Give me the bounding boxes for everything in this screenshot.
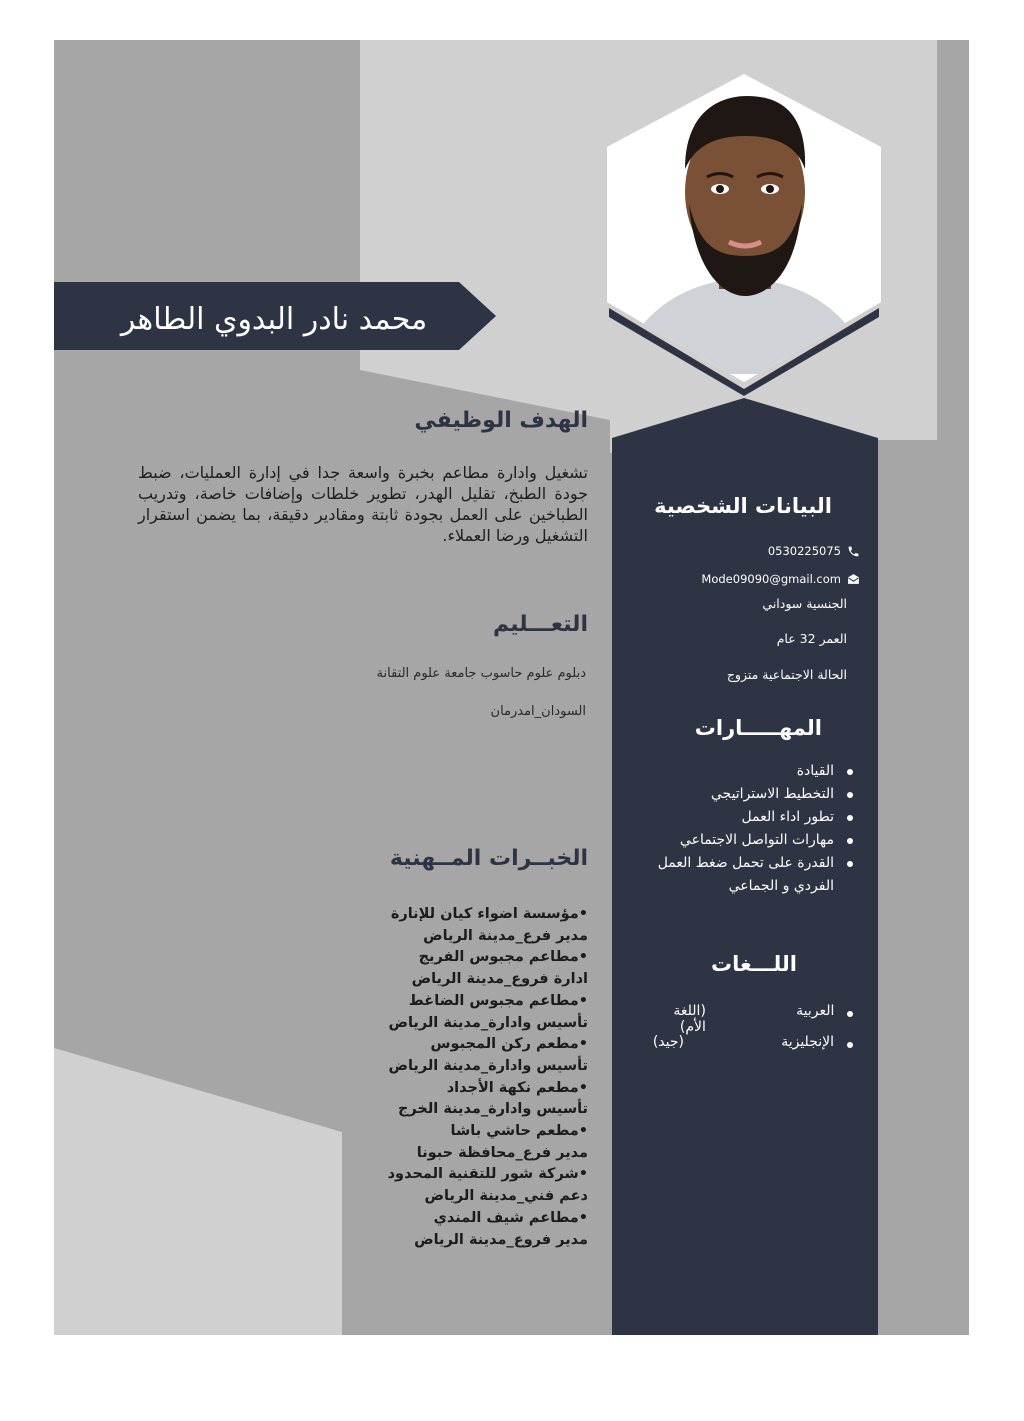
phone-row [640, 544, 860, 558]
experience-item: تأسيس وادارة_مدينة الرياض [388, 1014, 588, 1031]
age: العمر 32 عام [776, 631, 847, 646]
phone-icon [847, 545, 860, 558]
marital-status: الحالة الاجتماعية متزوج [726, 667, 847, 682]
skill-item: القدرة على تحمل ضغط العمل الفردي و الجماعي [634, 852, 856, 898]
bullet-icon [834, 1034, 856, 1050]
experience-item: •مطعم نكهة الأجداد [446, 1079, 588, 1096]
language-level: (اللغة الأم) [673, 1003, 706, 1035]
language-row-arabic [644, 1003, 856, 1035]
skill-item: مهارات التواصل الاجتماعي [634, 829, 856, 852]
resume-page [54, 40, 969, 1335]
experience-item: مدير فرع_محافظة حبونا [416, 1144, 588, 1161]
objective-title: الهدف الوظيفي [414, 408, 588, 433]
profile-photo [607, 74, 881, 382]
experience-item: دعم فني_مدينة الرياض [424, 1188, 588, 1205]
phone-number: 0530225075 [767, 544, 841, 558]
skill-item: التخطيط الاستراتيجي [634, 783, 856, 806]
experience-item: •مطاعم شيف المندي [433, 1209, 588, 1226]
experience-list [344, 904, 588, 1251]
education-location: السودان_امدرمان [490, 704, 586, 719]
education-title: التعـــليم [493, 612, 588, 637]
education-degree: دبلوم علوم حاسوب جامعة علوم التقانة [376, 666, 586, 681]
language-row-english [644, 1034, 856, 1050]
languages-title: اللـــغات [710, 952, 797, 976]
experience-item: مدير فروع_مدينة الرياض [414, 1231, 588, 1248]
email-row [640, 572, 860, 586]
experience-item: ادارة فروع_مدينة الرياض [411, 971, 588, 988]
experience-item: •مطاعم مجبوس الفريج [418, 949, 588, 966]
language-name: الإنجليزية [781, 1034, 834, 1050]
skills-list [634, 760, 856, 898]
objective-text: تشغيل وادارة مطاعم بخبرة واسعة جدا في إدارة العمليات، ضبط جودة الطبخ، تقليل الهدر، تطوير خلطات وإضافات خاصة، وتدريب الطباخين على العمل بجودة ثابتة ومقادير دقيقة، بما يضمن استقرار التشغيل ورضا العملاء. [138, 463, 588, 545]
experience-item: •مؤسسة اضواء كيان للإنارة [390, 906, 588, 922]
language-level: (جيد) [652, 1034, 684, 1050]
experience-item: تأسيس وادارة_مدينة الرياض [388, 1057, 588, 1074]
email-icon [847, 573, 860, 585]
experience-item: •شركة شور للتقنية المحدود [387, 1166, 588, 1183]
skills-title: المهـــــارات [694, 716, 822, 740]
experience-item: مدير فرع_مدينة الرياض [423, 927, 588, 944]
full-name: محمد نادر البدوي الطاهر [120, 302, 428, 337]
language-name: العربية [796, 1003, 835, 1019]
experience-title: الخبــرات المــهنية [389, 846, 588, 871]
experience-item: •مطاعم مجبوس الضاغط [408, 992, 588, 1009]
bullet-icon [834, 1003, 856, 1035]
experience-item: تأسيس وادارة_مدينة الخرج [397, 1101, 588, 1118]
experience-item: •مطعم حاشي باشا [450, 1123, 588, 1140]
experience-item: •مطعم ركن المجبوس [430, 1036, 588, 1053]
bottom-left-light-shape [54, 1048, 342, 1335]
nationality: الجنسية سوداني [762, 596, 847, 611]
skill-item: تطور اداء العمل [634, 806, 856, 829]
email-address: Mode09090@gmail.com [701, 572, 841, 586]
personal-title: البيانات الشخصية [654, 494, 832, 518]
skill-item: القيادة [634, 760, 856, 783]
